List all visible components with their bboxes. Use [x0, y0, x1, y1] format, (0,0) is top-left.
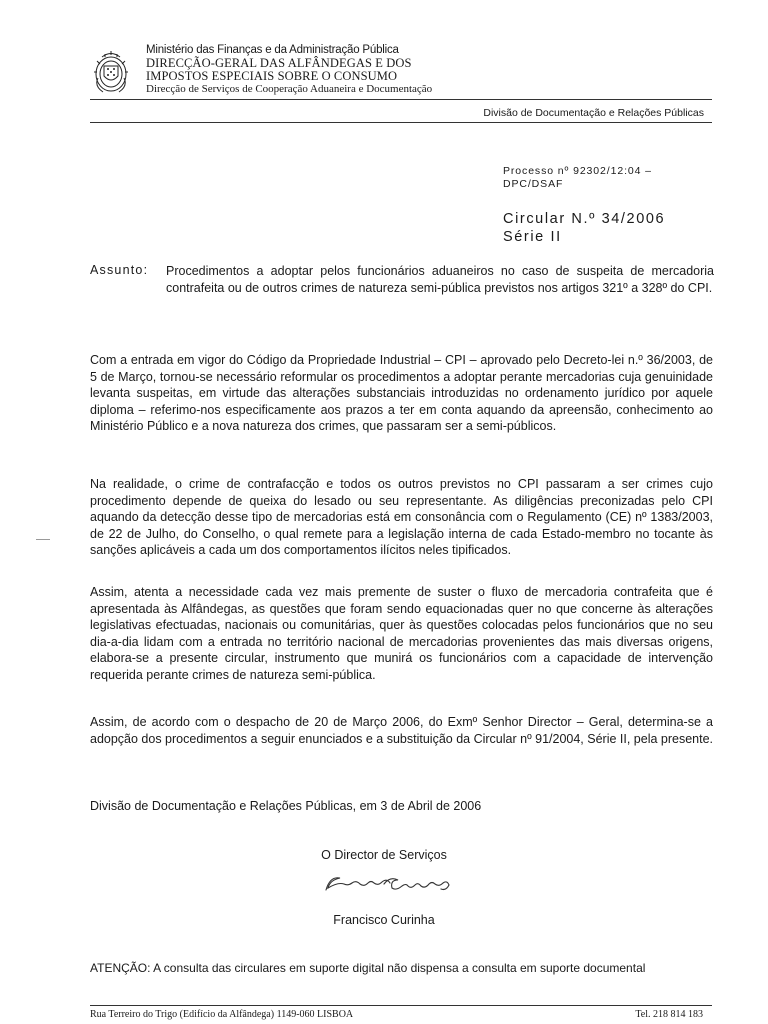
footer-phone: Tel. 218 814 183	[635, 1009, 703, 1020]
body-paragraph-1: Com a entrada em vigor do Código da Propriedade Industrial – CPI – aprovado pelo Decreto-lei n.º 36/2003, de 5 de Março, tornou-se necessário reformular os procedimentos a adoptar perante mercadorias cuja genuinidade levanta suspeitas, em virtude das alterações substanciais introduzidas no ordenamento jurídico por aquele diploma – referimo-nos especificamente aos prazos a ter em conta aquando da apreensão, conhecimento ao Ministério Público e a nova natureza dos crimes, que passaram ser a semi-públicos.	[90, 353, 713, 433]
handwritten-signature	[318, 868, 488, 900]
signatory-title: O Director de Serviços	[321, 848, 447, 862]
directorate-line-2: IMPOSTOS ESPECIAIS SOBRE O CONSUMO	[146, 69, 398, 83]
footer-address: Rua Terreiro do Trigo (Edifício da Alfândega) 1149-060 LISBOA	[90, 1009, 354, 1020]
footer-divider	[90, 1005, 712, 1006]
division-name: Divisão de Documentação e Relações Públicas	[483, 107, 704, 119]
subject-text: Procedimentos a adoptar pelos funcionários aduaneiros no caso de suspeita de mercadoria contrafeita ou de outros crimes de natureza semi-pública previstos nos artigos 321º a 328º do CPI.	[166, 264, 714, 295]
body-paragraph-3: Assim, atenta a necessidade cada vez mais premente de suster o fluxo de mercadoria contrafeita que é apresentada às Alfândegas, as questões que foram sendo equacionadas quer no que concerne às alterações legislativas efectuadas, nacionais ou comunitárias, quer às questões colocadas pelos funcionários que no seu dia-a-dia lidam com a entrada no território nacional de mercadorias provenientes das mais diversas origens, elabora-se a presente circular, instrumento que munirá os funcionários com a capacidade de intervenção requerida perante crimes de natureza semi-pública.	[90, 585, 713, 682]
directorate-line-1: DIRECÇÃO-GERAL DAS ALFÂNDEGAS E DOS	[146, 56, 412, 70]
body-paragraph-2: Na realidade, o crime de contrafacção e todos os outros previstos no CPI passaram a ser crimes cujo procedimento depende de queixa do lesado ou seu representante. As diligências preconizadas pelo CPI aquando da detecção desse tipo de mercadorias está em consonância com o Regulamento (CE) nº 1383/2003, de 22 de Julho, do Conselho, o qual remete para a legislação interna de cada Estado-membro no tocante às sanções aplicáveis a cada um dos comportamentos ilícitos neles tipificados.	[90, 477, 713, 557]
header-divider	[90, 99, 712, 100]
service-name: Direcção de Serviços de Cooperação Aduaneira e Documentação	[146, 83, 433, 95]
circular-number: Circular N.º 34/2006	[503, 211, 666, 227]
margin-fold-mark	[36, 539, 50, 540]
ministry-name: Ministério das Finanças e da Administração Pública	[146, 44, 399, 56]
notice: ATENÇÃO: A consulta das circulares em suporte digital não dispensa a consulta em suporte documental	[90, 961, 646, 975]
header-divider-bottom	[90, 122, 712, 123]
coat-of-arms-icon	[92, 48, 130, 98]
place-and-date: Divisão de Documentação e Relações Públicas, em 3 de Abril de 2006	[90, 799, 482, 813]
signatory-name: Francisco Curinha	[333, 913, 435, 927]
body-paragraph-4: Assim, de acordo com o despacho de 20 de Março 2006, do Exmº Senhor Director – Geral, determina-se a adopção dos procedimentos a seguir enunciados e a substituição da Circular nº 91/2004, Série II, pela presente.	[90, 715, 714, 746]
circular-block	[503, 210, 665, 246]
circular-series: Série II	[503, 229, 562, 245]
letterhead	[146, 44, 432, 96]
subject-label: Assunto:	[90, 263, 149, 277]
process-number: Processo nº 92302/12:04 – DPC/DSAF	[503, 165, 652, 190]
